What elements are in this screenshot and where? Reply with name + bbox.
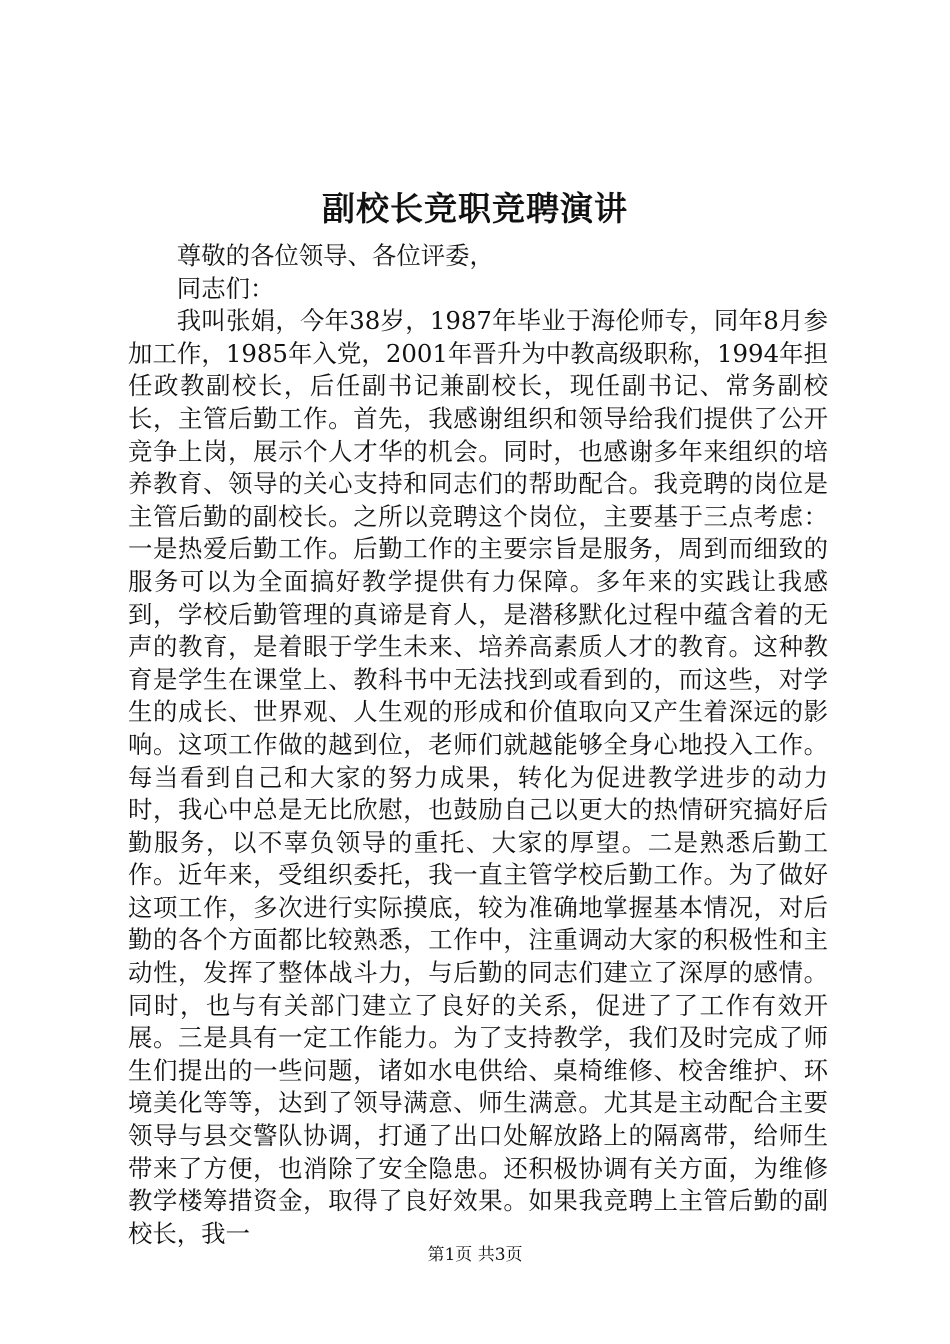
salutation-line-2: 同志们： (176, 273, 275, 303)
document-body (128, 240, 828, 1250)
document-title: 副校长竞职竞聘演讲 (322, 189, 628, 228)
page-footer: 第1页 共3页 (427, 1245, 523, 1265)
body-paragraph: 我叫张娟，今年38岁，1987年毕业于海伦师专，同年8月参加工作，1985年入党，2001年晋升为中教高级职称，1994年担任政教副校长，后任副书记兼副校长，现任副书记、常务副校长，主管后勤工作。首先，我感谢组织和领导给我们提供了公开竞争上岗，展示个人才华的机会。同时，也感谢多年来组织的培养教育、领导的关心支持和同志们的帮助配合。我竞聘的岗位是主管后勤的副校长。之所以竞聘这个岗位，主要基于三点考虑：一是热爱后勤工作。后勤工作的主要宗旨是服务，周到而细致的服务可以为全面搞好教学提供有力保障。多年来的实践让我感到，学校后勤管理的真谛是育人，是潜移默化过程中蕴含着的无声的教育，是着眼于学生未来、培养高素质人才的教育。这种教育是学生在课堂上、教科书中无法找到或看到的，而这些，对学生的成长、世界观、人生观的形成和价值取向又产生着深远的影响。这项工作做的越到位，老师们就越能够全身心地投入工作。每当看到自己和大家的努力成果，转化为促进教学进步的动力时，我心中总是无比欣慰，也鼓励自己以更大的热情研究搞好后勤服务，以不辜负领导的重托、大家的厚望。二是熟悉后勤工作。近年来，受组织委托，我一直主管学校后勤工作。为了做好这项工作，多次进行实际摸底，较为准确地掌握基本情况，对后勤的各个方面都比较熟悉，工作中，注重调动大家的积极性和主动性，发挥了整体战斗力，与后勤的同志们建立了深厚的感情。同时，也与有关部门建立了良好的关系，促进了了工作有效开展。三是具有一定工作能力。为了支持教学，我们及时完成了师生们提出的一些问题，诸如水电供给、桌椅维修、校舍维护、环境美化等等，达到了领导满意、师生满意。尤其是主动配合主要领导与县交警队协调，打通了出口处解放路上的隔离带，给师生带来了方便，也消除了安全隐患。还积极协调有关方面，为维修教学楼筹措资金，取得了良好效果。如果我竞聘上主管后勤的副校长，我一 (128, 306, 828, 1248)
salutation-line-1: 尊敬的各位领导、各位评委， (176, 241, 494, 270)
